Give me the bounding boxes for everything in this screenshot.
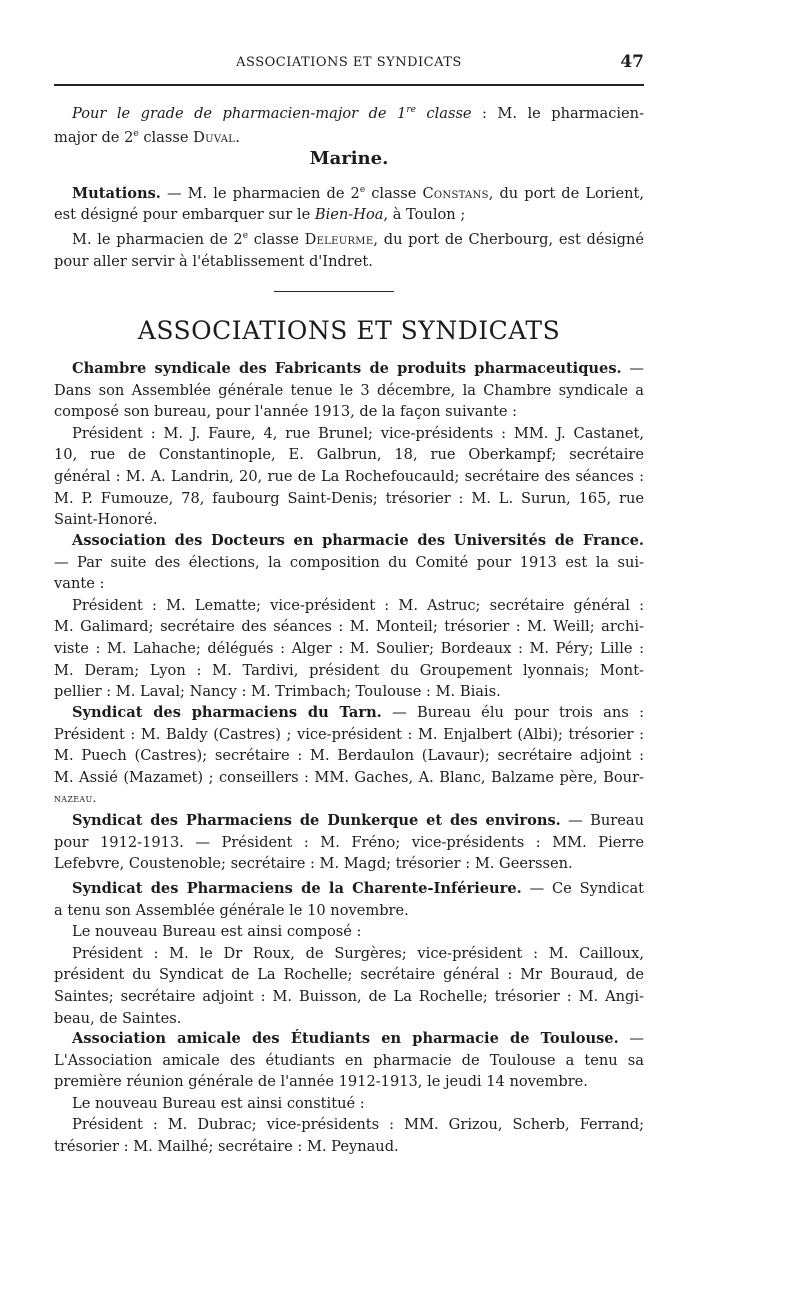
entry-line: Lefebvre, Coustenoble; secrétaire : M. Magd; trésorier : M. Geerssen.	[54, 855, 573, 873]
entry-docteurs-pharmacie	[54, 530, 644, 703]
intro-line-2: major de 2e classe Duval.	[54, 129, 240, 147]
entry-title: Association des Docteurs en pharmacie des Universités de France.	[72, 532, 644, 549]
entry-line: vante :	[54, 575, 105, 593]
marine-paragraph	[54, 180, 644, 272]
entry-line: Association amicale des Étudiants en pharmacie de Toulouse. —	[72, 1030, 645, 1047]
entry-line: première réunion générale de l'année 1912-1913, le jeudi 14 novembre.	[54, 1073, 588, 1091]
entry-line: trésorier : M. Mailhé; secrétaire : M. Peynaud.	[54, 1137, 399, 1155]
entry-line: Président : M. J. Faure, 4, rue Brunel; vice-présidents : MM. J. Castanet,	[72, 424, 644, 442]
entry-line: Syndicat des pharmaciens du Tarn. — Bureau élu pour trois ans :	[72, 704, 644, 721]
entry-chambre-syndicale	[54, 358, 644, 531]
entry-line: Chambre syndicale des Fabricants de produits pharmaceutiques. —	[72, 360, 644, 377]
section-title: ASSOCIATIONS ET SYNDICATS	[137, 316, 561, 345]
entry-line: M. Galimard; secrétaire des séances : M. Monteil; trésorier : M. Weill; archi-	[54, 618, 644, 636]
entry-line: M. Deram; Lyon : M. Tardivi, président du Groupement lyonnais; Mont-	[54, 661, 644, 679]
entry-line: 10, rue de Constantinople, E. Galbrun, 18, rue Oberkampf; secrétaire	[54, 446, 644, 464]
entry-line: nazeau.	[54, 791, 97, 806]
entry-line: Président : M. Dubrac; vice-présidents : MM. Grizou, Scherb, Ferrand;	[72, 1116, 644, 1134]
entry-line: Dans son Assemblée générale tenue le 3 décembre, la Chambre syndicale a	[54, 381, 644, 399]
entry-line: Président : M. Lematte; vice-président : M. Astruc; secrétaire général :	[72, 596, 644, 614]
entry-line: Syndicat des Pharmaciens de Dunkerque et des environs. — Bureau	[72, 812, 645, 829]
entry-tarn	[54, 702, 644, 810]
entry-line: viste : M. Lahache; délégués : Alger : M. Soulier; Bordeaux : M. Péry; Lille :	[54, 639, 644, 657]
entry-line: pour 1912-1913. — Président : M. Fréno; vice-présidents : MM. Pierre	[54, 833, 644, 851]
intro-paragraph	[54, 100, 644, 149]
entry-line: Président : M. Baldy (Castres) ; vice-président : M. Enjalbert (Albi); trésorier :	[54, 725, 644, 743]
marine-line-3: M. le pharmacien de 2e classe Deleurme, du port de Cherbourg, est désigné	[72, 230, 645, 248]
entry-line: composé son bureau, pour l'année 1913, de la façon suivante :	[54, 403, 518, 421]
entry-line: beau, de Saintes.	[54, 1009, 182, 1027]
page-number: 47	[620, 52, 644, 72]
marine-heading: Marine.	[309, 148, 389, 169]
running-title: ASSOCIATIONS ET SYNDICATS	[236, 55, 462, 70]
entry-line: général : M. A. Landrin, 20, rue de La Rochefoucauld; secrétaire des séances :	[54, 467, 644, 485]
entry-line: M. Assié (Mazamet) ; conseillers : MM. Gaches, A. Blanc, Balzame père, Bour-	[54, 768, 644, 786]
running-head	[54, 52, 644, 74]
entry-line: pellier : M. Laval; Nancy : M. Trimbach; Toulouse : M. Biais.	[54, 683, 501, 701]
entry-line: Saintes; secrétaire adjoint : M. Buisson, de La Rochelle; trésorier : M. Angi-	[54, 987, 644, 1005]
entry-line: M. Puech (Castres); secrétaire : M. Berdaulon (Lavaur); secrétaire adjoint :	[54, 747, 644, 765]
marine-line-4: pour aller servir à l'établissement d'Indret.	[54, 252, 373, 270]
section-divider	[274, 291, 394, 292]
marine-line-1: Mutations. — M. le pharmacien de 2e classe Constans, du port de Lorient,	[72, 184, 644, 202]
entry-charente-inferieure	[54, 878, 644, 1029]
entry-line: a tenu son Assemblée générale le 10 novembre.	[54, 901, 409, 919]
entry-line: L'Association amicale des étudiants en pharmacie de Toulouse a tenu sa	[54, 1051, 644, 1069]
entry-line: Président : M. le Dr Roux, de Surgères; vice-président : M. Cailloux,	[72, 944, 644, 962]
intro-line-1: Pour le grade de pharmacien-major de 1re classe : M. le pharmacien-	[72, 104, 645, 122]
entry-line: Syndicat des Pharmaciens de la Charente-Inférieure. — Ce Syndicat	[72, 880, 645, 897]
entry-etudiants-toulouse	[54, 1028, 644, 1158]
marine-line-2: est désigné pour embarquer sur le Bien-Hoa, à Toulon ;	[54, 206, 466, 224]
entry-dunkerque	[54, 810, 644, 875]
entry-line: M. P. Fumouze, 78, faubourg Saint-Denis; trésorier : M. L. Surun, 165, rue	[54, 489, 644, 507]
entry-line: Le nouveau Bureau est ainsi constitué :	[72, 1094, 365, 1112]
header-rule	[54, 84, 644, 86]
entry-line: président du Syndicat de La Rochelle; secrétaire général : Mr Bouraud, de	[54, 966, 644, 984]
entry-line: Saint-Honoré.	[54, 511, 158, 529]
entry-line: — Par suite des élections, la composition du Comité pour 1913 est la sui-	[54, 553, 644, 571]
entry-line: Le nouveau Bureau est ainsi composé :	[72, 923, 362, 941]
